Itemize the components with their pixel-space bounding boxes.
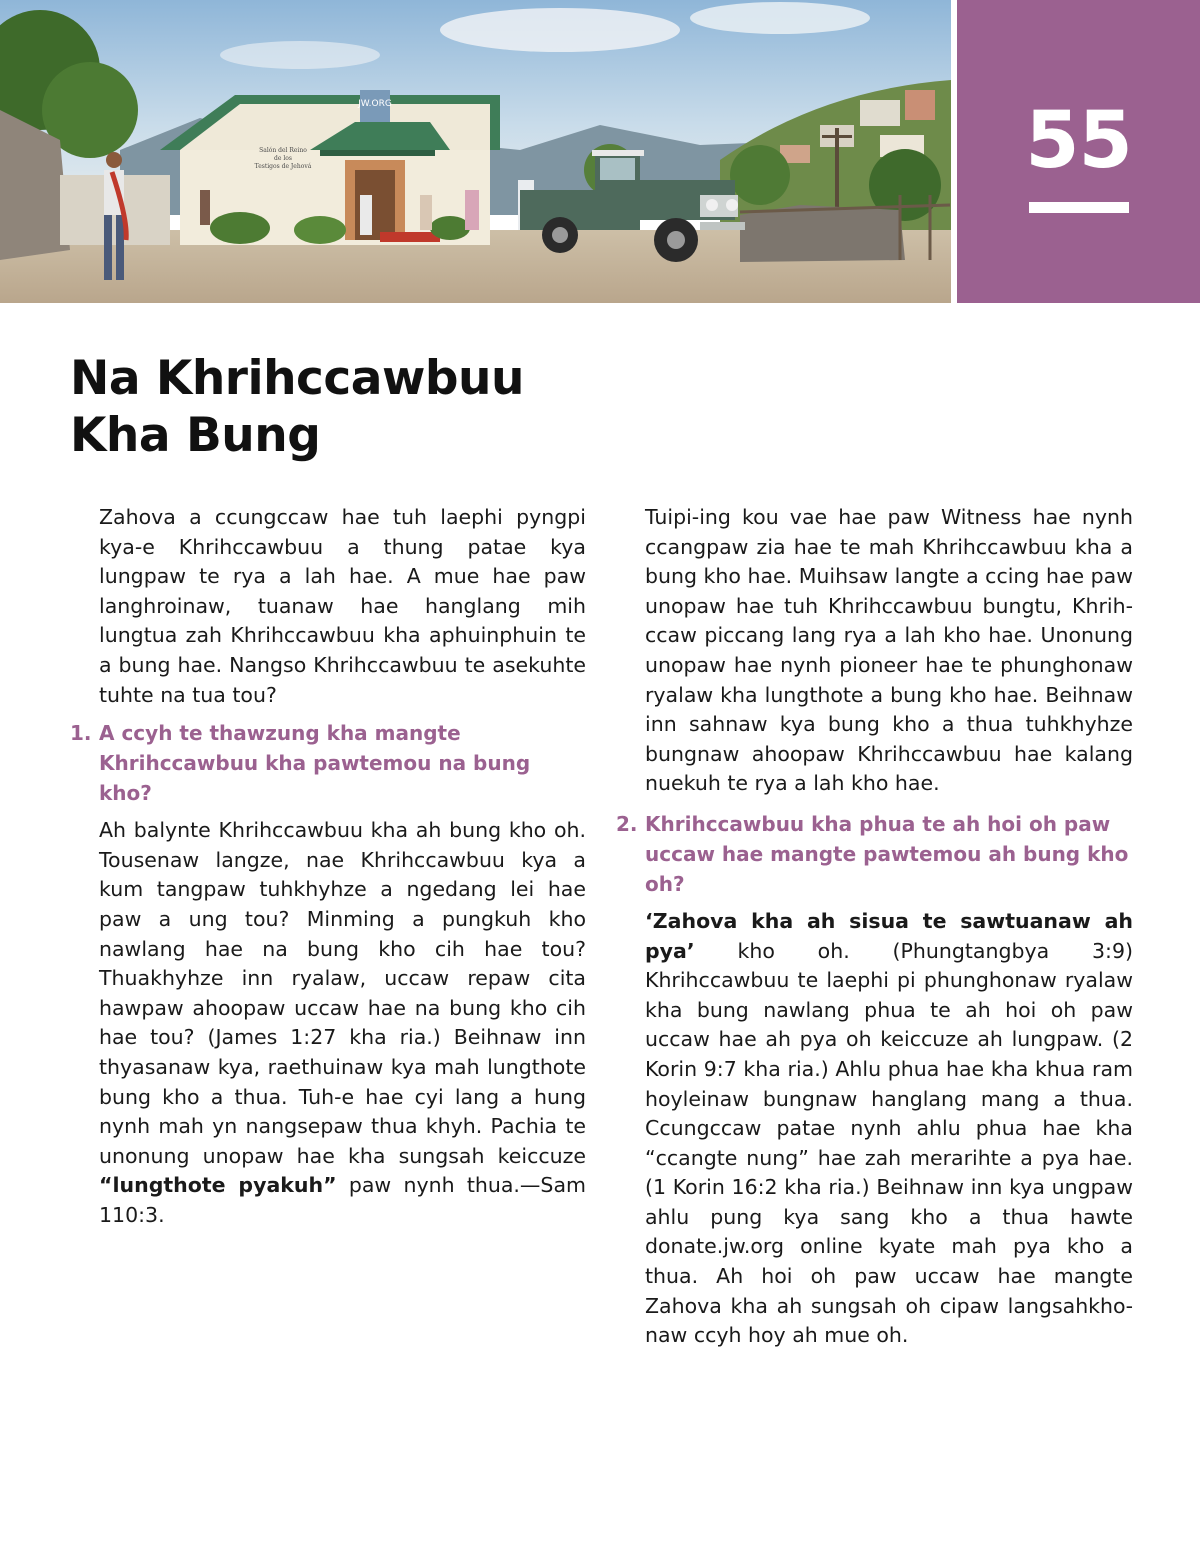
page-title-line-1: Na Khrihccawbuu [70, 351, 524, 406]
answer-1-text-b: paw nynh thua.—Sam 110:3. [99, 1173, 586, 1227]
hall-sign-line-1: Salón del Reino [259, 147, 307, 154]
lesson-number: 55 [1025, 96, 1132, 186]
answer-2-paragraph [645, 907, 1133, 1351]
question-1 [70, 718, 586, 808]
hall-sign-line-2: de los [274, 155, 292, 162]
page-title-line-2: Kha Bung [70, 408, 321, 463]
question-2 [616, 809, 1133, 899]
jw-sign-text: JW.ORG [358, 99, 392, 109]
answer-2-text: kho oh. (Phungtangbya 3:9) Khrihccawbuu te laephi pi phunghonaw ryalaw kha bung nawlang phua te ah hoi oh paw uccaw hae ah pya oh keiccuze ah lungpaw. (2 Korin 9:7 kha ria.) Ahlu phua hae kha khua ram hoyleinaw bungnaw hanglang mang a thua. Ccungccaw patae nynh ahlu phua hae kha “ccangte nung” hae zah merarihte a pya hae. (1 Korin 16:2 kha ria.) Beihnaw inn kya ungpaw ahlu pung kya sang kho a thua hawte donate.jw.org online kyate mah pya kho a thua. Ah hoi oh paw uccaw hae mangte Zahova kha ah sungsah oh cipaw langsahkhonaw ccyh hoy ah mue oh. [645, 938, 1133, 1348]
question-1-text: A ccyh te thawzung kha mangte Khrihccawbuu kha pawtemou na bung kho? [99, 721, 531, 806]
lesson-number-panel [957, 0, 1200, 303]
hall-sign-line-3: Testigos de Jehová [254, 163, 312, 170]
left-column [70, 503, 586, 1236]
hero-illustration [0, 0, 951, 303]
intro-paragraph: Zahova a ccungccaw hae tuh laephi pyngpi kya-e Khrihccawbuu a thung patae kya lungpaw te rya a lah hae. A mue hae paw langhroinaw, tuanaw hae hanglang mih lungtua zah Khrihccawbuu kha aphuinphuin te a bung hae. Nangso Khrihccawbuu te asekuhte tuhte na tua tou? [99, 505, 586, 707]
answer-1-bold: “lungthote pyakuh” [99, 1173, 337, 1198]
question-2-number: 2. [616, 811, 638, 836]
answer-1-paragraph-2-continued: Tuipi-ing kou vae hae paw Witness hae nynh ccangpaw zia hae te mah Khrihccawbuu kha a bung kho hae. Muihsaw langte a ccing hae paw unopaw hae tuh Khrihccawbuu bungtu, Khrihccaw piccang lang rya a lah kho hae. Unonung unopaw hae nynh pioneer hae te phunghonaw ryalaw kha lungthote a bung kho hae. Beihnaw inn sahnaw kya bung kho a thua tuhkhyhze bungnaw ahoopaw Khrihccawbuu hae kalang nuekuh te rya a lah kho hae. [645, 505, 1133, 796]
answer-1-paragraph [99, 816, 586, 1230]
question-2-text: Khrihccawbuu kha phua te ah hoi oh paw uccaw hae mangte pawtemou ah bung kho oh? [645, 811, 1129, 896]
answer-2-bold: ‘Zahova kha ah sisua te sawtuanaw ah pya’ [645, 908, 1133, 963]
right-column [616, 503, 1133, 1357]
page-title [70, 350, 524, 464]
answer-1-text-a: Ah balynte Khrihccawbuu kha ah bung kho oh. Tousenaw langze, nae Khrihccawbuu kya a kum tangpaw tuhkhyhze a ngedang lei hae paw a ung tou? Minming a pungkuh kho nawlang hae na bung kho cih hae tou? Thuakhyhze inn ryalaw, uccaw repaw cita hawpaw ahoopaw uccaw hae na bung kho cih hae tou? (James 1:27 kha ria.) Beihnaw inn thyasanaw kya, raethuinaw kya mah lungthote bung kho a thua. Tuh-e hae cyi lang a hung nynh mah yn nangsepaw thua khyh. Pachia te unonung unopaw hae kha sungsah keiccuze [99, 818, 586, 1168]
question-1-number: 1. [70, 721, 92, 746]
lesson-number-underline [1029, 202, 1129, 213]
